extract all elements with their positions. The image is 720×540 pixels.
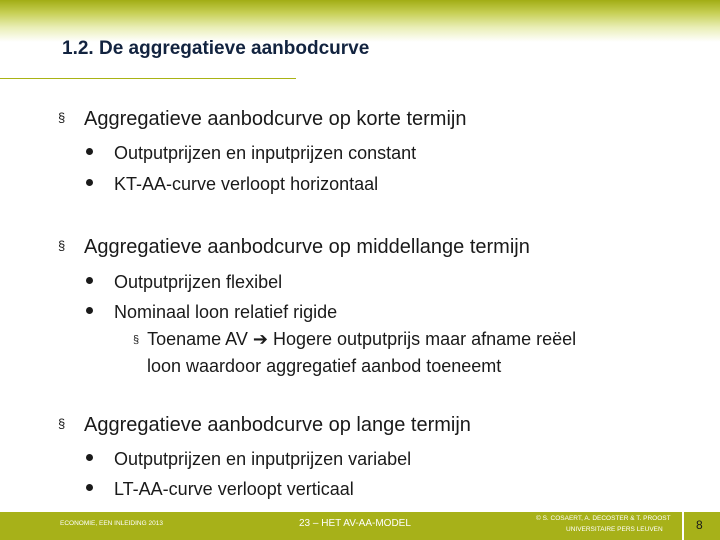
sub-item-continuation: loon waardoor aggregatief aanbod toeneemt	[147, 356, 502, 376]
footer-chapter-label: 23 – HET AV-AA-MODEL	[299, 518, 411, 529]
list-item-text: Outputprijzen flexibel	[114, 272, 283, 292]
list-item	[86, 174, 378, 195]
footer-copyright: © S. COSAERT, A. DECOSTER & T. PROOST	[536, 515, 671, 522]
footer-divider	[682, 505, 684, 540]
list-item-text: KT-AA-curve verloopt horizontaal	[114, 174, 379, 194]
section-heading-long-term	[58, 414, 471, 437]
section-heading-text: Aggregatieve aanbodcurve op korte termijn	[84, 108, 467, 130]
section-heading-short-term	[58, 108, 466, 131]
footer-course-label: ECONOMIE, EEN INLEIDING 2013	[60, 520, 163, 527]
square-bullet-icon: §	[58, 416, 66, 431]
section-heading-text: Aggregatieve aanbodcurve op middellange termijn	[84, 236, 530, 258]
arrow-right-icon: ➔	[252, 329, 268, 349]
list-item	[86, 272, 282, 293]
square-bullet-icon: §	[133, 334, 140, 346]
list-item-text: Outputprijzen en inputprijzen variabel	[114, 449, 412, 469]
square-bullet-icon: §	[58, 110, 66, 125]
bullet-dot-icon	[86, 454, 93, 461]
slide-title: 1.2. De aggregatieve aanbodcurve	[62, 38, 370, 59]
sub-list-item	[133, 329, 576, 350]
page-number: 8	[696, 518, 703, 532]
list-item	[86, 143, 416, 164]
section-heading-text: Aggregatieve aanbodcurve op lange termijn	[84, 414, 471, 436]
list-item-text: Outputprijzen en inputprijzen constant	[114, 143, 417, 163]
list-item-text: Nominaal loon relatief rigide	[114, 302, 338, 322]
list-item-text: LT-AA-curve verloopt verticaal	[114, 479, 354, 499]
title-underline	[0, 78, 296, 79]
square-bullet-icon: §	[58, 238, 66, 253]
sub-item-text: Toename AV	[147, 329, 248, 349]
section-heading-medium-term	[58, 236, 530, 259]
bullet-dot-icon	[86, 179, 93, 186]
bullet-dot-icon	[86, 277, 93, 284]
list-item	[86, 479, 354, 500]
bullet-dot-icon	[86, 484, 93, 491]
list-item	[86, 302, 337, 323]
footer-publisher: UNIVERSITAIRE PERS LEUVEN	[566, 526, 663, 533]
bullet-dot-icon	[86, 148, 93, 155]
sub-item-text: Hogere outputprijs maar afname reëel	[272, 329, 577, 349]
header-band	[0, 0, 720, 42]
list-item	[86, 449, 411, 470]
bullet-dot-icon	[86, 307, 93, 314]
